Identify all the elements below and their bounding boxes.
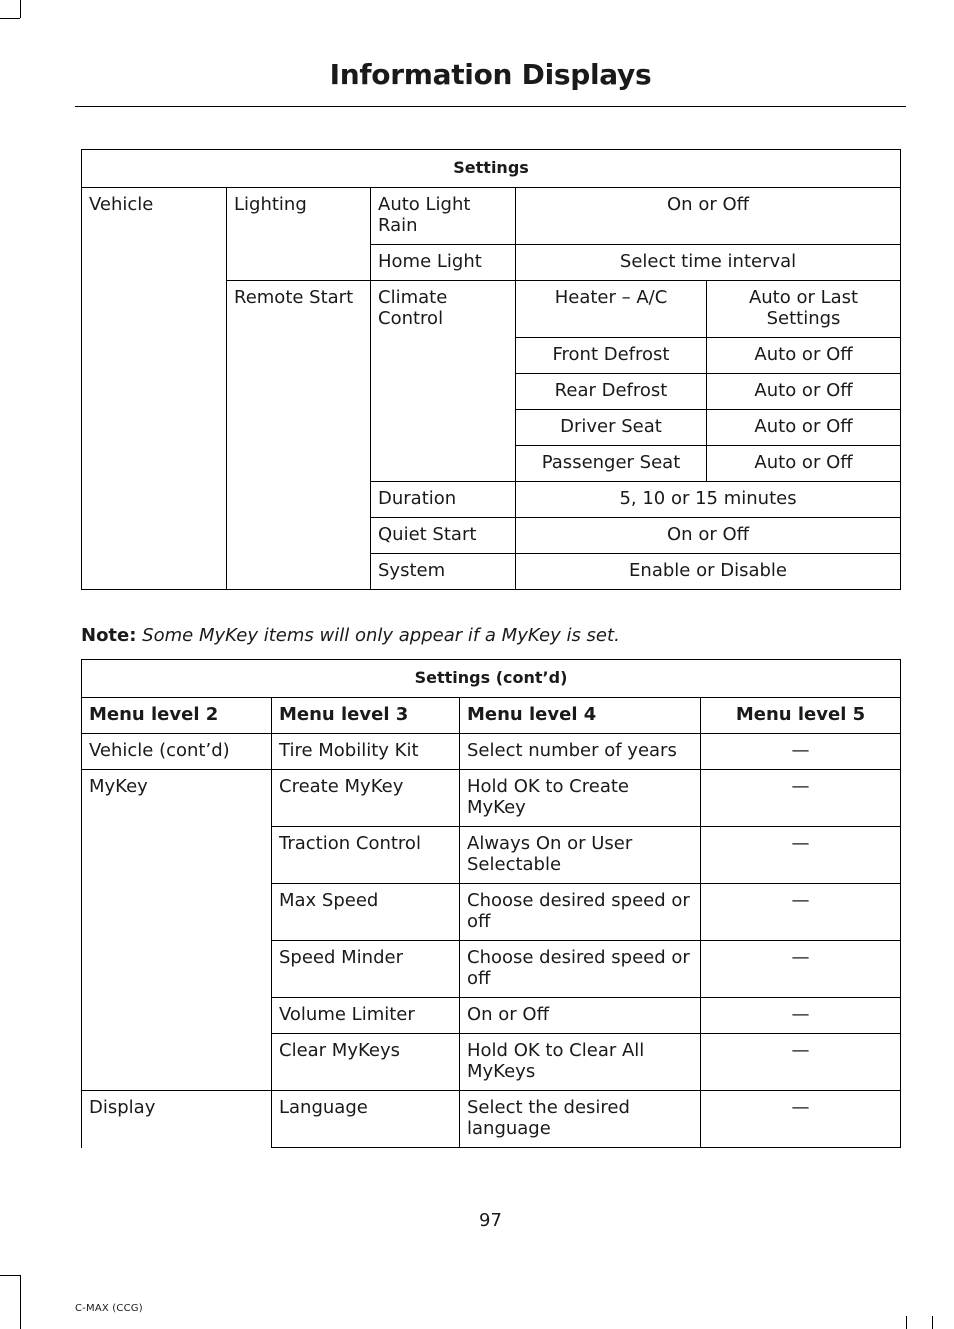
table-header-row	[82, 698, 901, 734]
menu-level-5-cell: —	[701, 1034, 901, 1091]
menu-level-4-cell: Choose desired speed or off	[460, 884, 701, 941]
crop-mark-bottom-right-v1	[906, 1316, 907, 1329]
value-cell: Auto or Off	[707, 338, 901, 374]
column-header-menu-level-4: Menu level 4	[460, 698, 701, 734]
table-row	[82, 188, 901, 245]
column-header-menu-level-5: Menu level 5	[701, 698, 901, 734]
menu-level-3-cell: Language	[272, 1091, 460, 1148]
crop-mark-bottom-right-v2	[932, 1316, 933, 1329]
menu-level-3-cell: Speed Minder	[272, 941, 460, 998]
menu-level-5-cell: Passenger Seat	[516, 446, 707, 482]
value-cell: Auto or Off	[707, 446, 901, 482]
crop-mark-bottom-left-h	[0, 1275, 20, 1276]
menu-level-5-cell: —	[701, 770, 901, 827]
menu-level-5-cell: Rear Defrost	[516, 374, 707, 410]
page-number: 97	[479, 1210, 502, 1231]
menu-level-4-cell: Select number of years	[460, 734, 701, 770]
title-rule	[75, 106, 906, 107]
note	[81, 625, 620, 646]
value-cell: On or Off	[516, 518, 901, 554]
page-title: Information Displays	[329, 58, 652, 91]
table-row	[82, 770, 901, 827]
value-cell: On or Off	[516, 188, 901, 245]
menu-level-3-cell: Tire Mobility Kit	[272, 734, 460, 770]
menu-level-5-cell: —	[701, 1091, 901, 1148]
menu-level-5-cell: —	[701, 734, 901, 770]
menu-level-4-cell: Hold OK to Clear All MyKeys	[460, 1034, 701, 1091]
note-label: Note:	[81, 625, 137, 646]
value-cell: Select time interval	[516, 245, 901, 281]
menu-level-4-cell: Climate Control	[371, 281, 516, 482]
menu-level-3-cell: Max Speed	[272, 884, 460, 941]
menu-level-5-cell: —	[701, 941, 901, 998]
value-cell: 5, 10 or 15 minutes	[516, 482, 901, 518]
menu-level-4-cell: Always On or User Selectable	[460, 827, 701, 884]
table-caption-row	[82, 150, 901, 188]
crop-mark-top-left-h	[0, 18, 20, 19]
menu-level-5-cell: Front Defrost	[516, 338, 707, 374]
menu-level-4-cell: Home Light	[371, 245, 516, 281]
menu-level-4-cell: Duration	[371, 482, 516, 518]
column-header-menu-level-3: Menu level 3	[272, 698, 460, 734]
menu-level-4-cell: Hold OK to Create MyKey	[460, 770, 701, 827]
menu-level-4-cell: System	[371, 554, 516, 590]
value-cell: Auto or Last Settings	[707, 281, 901, 338]
footer-model-code: C-MAX (CCG)	[75, 1303, 143, 1314]
note-text: Some MyKey items will only appear if a MyKey is set.	[136, 625, 620, 646]
menu-level-3-cell: Remote Start	[227, 281, 371, 590]
table-row	[82, 1091, 901, 1148]
column-header-menu-level-2: Menu level 2	[82, 698, 272, 734]
table-caption: Settings (cont’d)	[82, 660, 901, 698]
menu-level-4-cell: Quiet Start	[371, 518, 516, 554]
menu-level-2-cell: MyKey	[82, 770, 272, 1091]
menu-level-3-cell: Create MyKey	[272, 770, 460, 827]
settings-contd-table	[81, 659, 901, 1148]
menu-level-3-cell: Volume Limiter	[272, 998, 460, 1034]
menu-level-4-cell: On or Off	[460, 998, 701, 1034]
crop-mark-bottom-left-v	[20, 1275, 21, 1329]
menu-level-3-cell: Clear MyKeys	[272, 1034, 460, 1091]
menu-level-4-cell: Choose desired speed or off	[460, 941, 701, 998]
menu-level-5-cell: —	[701, 998, 901, 1034]
menu-level-5-cell: Heater – A/C	[516, 281, 707, 338]
table-row	[82, 734, 901, 770]
menu-level-3-cell: Lighting	[227, 188, 371, 281]
settings-table	[81, 149, 901, 590]
crop-mark-top-left-v	[20, 0, 21, 18]
menu-level-5-cell: —	[701, 827, 901, 884]
value-cell: Auto or Off	[707, 374, 901, 410]
menu-level-2-cell: Display	[82, 1091, 272, 1148]
menu-level-3-cell: Traction Control	[272, 827, 460, 884]
menu-level-2-cell: Vehicle (cont’d)	[82, 734, 272, 770]
value-cell: Auto or Off	[707, 410, 901, 446]
menu-level-5-cell: Driver Seat	[516, 410, 707, 446]
menu-level-5-cell: —	[701, 884, 901, 941]
table-caption-row	[82, 660, 901, 698]
table-caption: Settings	[82, 150, 901, 188]
menu-level-2-cell: Vehicle	[82, 188, 227, 590]
menu-level-4-cell: Select the desired language	[460, 1091, 701, 1148]
menu-level-4-cell: Auto Light Rain	[371, 188, 516, 245]
value-cell: Enable or Disable	[516, 554, 901, 590]
